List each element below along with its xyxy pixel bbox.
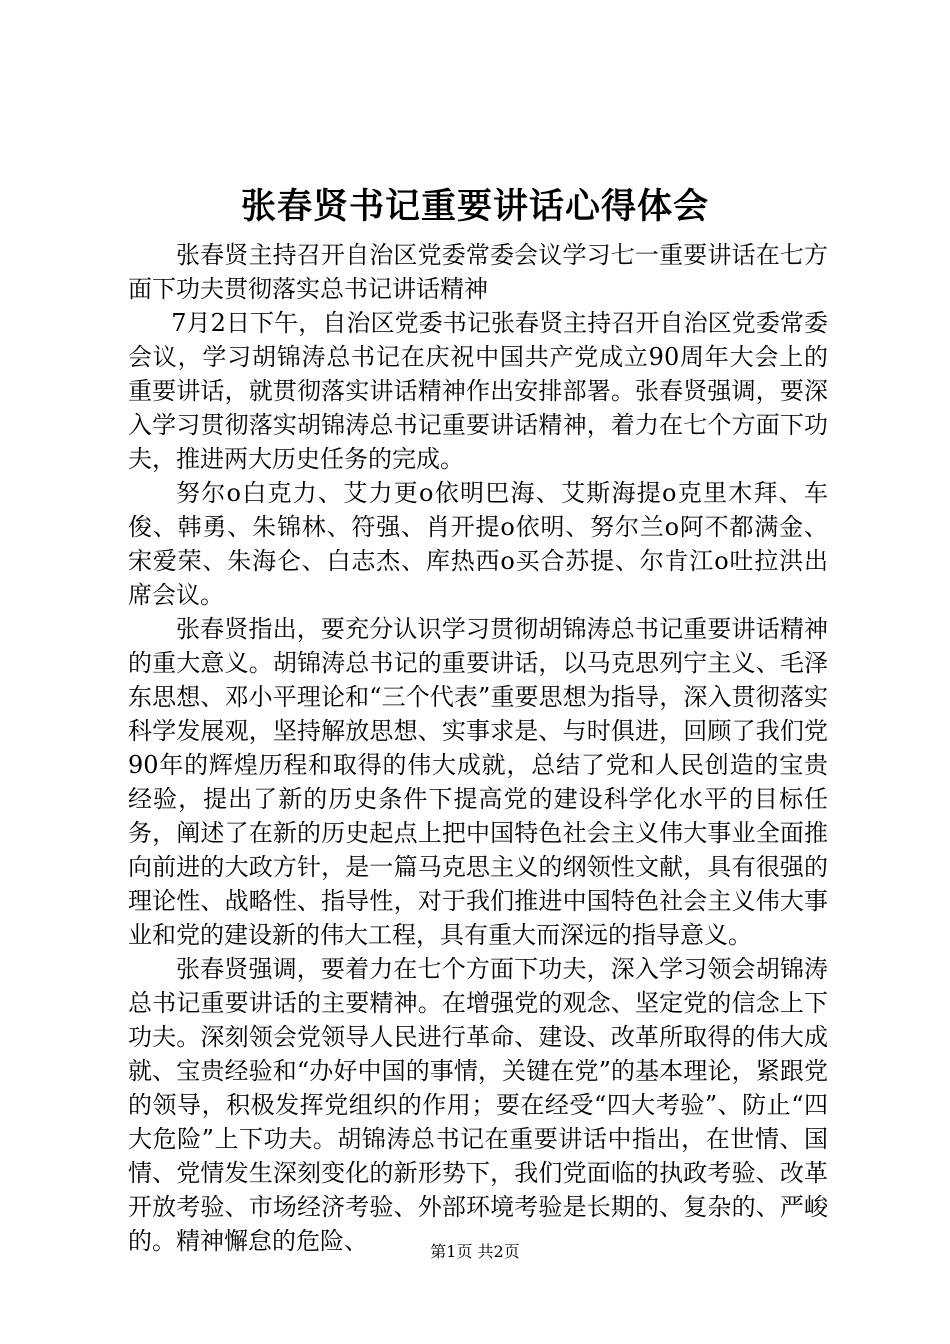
document-body: [128, 238, 828, 1258]
paragraph-seven-aspects: 张春贤强调，要着力在七个方面下功夫，深入学习领会胡锦涛总书记重要讲话的主要精神。在增强党的观念、坚定党的信念上下功夫。深刻领会党领导人民进行革命、建设、改革所取得的伟大成就、宝贵经验和“办好中国的事情，关键在党”的基本理论，紧跟党的领导，积极发挥党组织的作用；要在经受“四大考验”、防止“四大危险”上下功夫。胡锦涛总书记在重要讲话中指出，在世情、国情、党情发生深刻变化的新形势下，我们党面临的执政考验、改革开放考验、市场经济考验、外部环境考验是长期的、复杂的、严峻的。精神懈怠的危险、: [128, 955, 828, 1255]
paragraph-meeting-intro: 7月2日下午，自治区党委书记张春贤主持召开自治区党委常委会议，学习胡锦涛总书记在庆祝中国共产党成立90周年大会上的重要讲话，就贯彻落实讲话精神作出安排部署。张春贤强调，要深入学习贯彻落实胡锦涛总书记重要讲话精神，着力在七个方面下功夫，推进两大历史任务的完成。: [128, 309, 828, 473]
paragraph-subtitle: 张春贤主持召开自治区党委常委会议学习七一重要讲话在七方面下功夫贯彻落实总书记讲话精神: [128, 241, 828, 303]
document-title: 张春贤书记重要讲话心得体会: [240, 186, 709, 227]
page-number-footer: 第1页 共2页: [430, 1242, 520, 1261]
paragraph-significance: 张春贤指出，要充分认识学习贯彻胡锦涛总书记重要讲话精神的重大意义。胡锦涛总书记的重要讲话，以马克思列宁主义、毛泽东思想、邓小平理论和“三个代表”重要思想为指导，深入贯彻落实科学发展观，坚持解放思想、实事求是、与时俱进，回顾了我们党90年的辉煌历程和取得的伟大成就，总结了党和人民创造的宝贵经验，提出了新的历史条件下提高党的建设科学化水平的目标任务，阐述了在新的历史起点上把中国特色社会主义伟大事业全面推向前进的大政方针，是一篇马克思主义的纲领性文献，具有很强的理论性、战略性、指导性，对于我们推进中国特色社会主义伟大事业和党的建设新的伟大工程，具有重大而深远的指导意义。: [128, 615, 828, 949]
paragraph-attendees: 努尔ο白克力、艾力更ο依明巴海、艾斯海提ο克里木拜、车俊、韩勇、朱锦林、符强、肖开提ο依明、努尔兰ο阿不都满金、宋爱荣、朱海仑、白志杰、库热西ο买合苏提、尔肯江ο吐拉洪出席会议。: [128, 479, 828, 609]
